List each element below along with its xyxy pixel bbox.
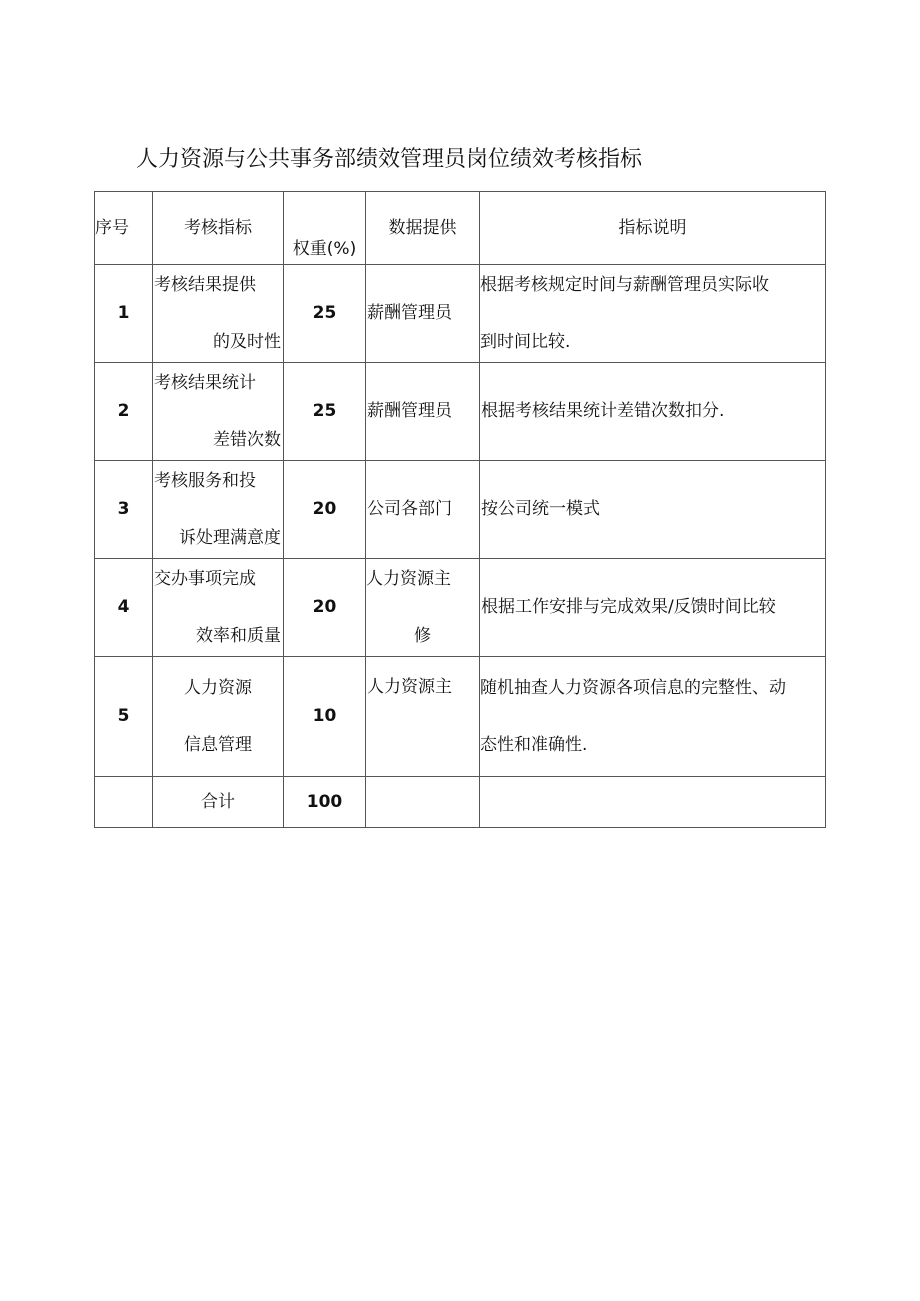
header-weight: 权重(%) [284, 192, 366, 265]
table-row [95, 657, 826, 777]
row-description [480, 363, 826, 461]
indicator-line: 信息管理 [184, 734, 252, 755]
description-line: 按公司统一模式 [481, 499, 600, 519]
row-weight: 25 [284, 363, 366, 461]
header-source: 数据提供 [366, 192, 480, 265]
row-indicator [153, 461, 284, 559]
source-line: 薪酬管理员 [367, 401, 452, 421]
row-weight: 20 [284, 559, 366, 657]
description-line: 态性和准确性. [480, 734, 588, 755]
indicator-line: 考核服务和投 [154, 470, 256, 491]
indicator-line: 人力资源 [184, 677, 252, 698]
row-seq: 1 [95, 265, 153, 363]
total-description-empty [480, 777, 826, 828]
row-source [366, 657, 480, 777]
table-row [95, 265, 826, 363]
total-source-empty [366, 777, 480, 828]
source-line: 人力资源主 [367, 677, 452, 697]
row-indicator [153, 657, 284, 777]
row-source [366, 363, 480, 461]
source-line: 薪酬管理员 [367, 303, 452, 323]
indicator-line: 交办事项完成 [154, 568, 256, 589]
total-seq-empty [95, 777, 153, 828]
page-title: 人力资源与公共事务部绩效管理员岗位绩效考核指标 [136, 147, 643, 172]
header-seq: 序号 [95, 192, 153, 265]
header-description: 指标说明 [480, 192, 826, 265]
table-total-row [95, 777, 826, 828]
indicator-line: 考核结果统计 [154, 372, 256, 393]
row-source [366, 559, 480, 657]
table-row [95, 559, 826, 657]
source-line: 人力资源主 [366, 568, 451, 589]
table-header-row [95, 192, 826, 265]
indicator-line: 的及时性 [213, 331, 281, 352]
row-seq: 3 [95, 461, 153, 559]
description-line: 根据考核规定时间与薪酬管理员实际收 [480, 274, 769, 295]
row-weight: 10 [284, 657, 366, 777]
kpi-table [94, 191, 826, 828]
row-source [366, 265, 480, 363]
row-indicator [153, 363, 284, 461]
description-line: 到时间比较. [480, 331, 571, 352]
description-line: 根据工作安排与完成效果/反馈时间比较 [481, 597, 776, 617]
indicator-line: 考核结果提供 [154, 274, 256, 295]
indicator-line: 差错次数 [213, 429, 281, 450]
row-seq: 2 [95, 363, 153, 461]
description-line: 根据考核结果统计差错次数扣分. [481, 401, 725, 421]
indicator-line: 效率和质量 [196, 625, 281, 646]
row-seq: 4 [95, 559, 153, 657]
table-row [95, 363, 826, 461]
indicator-line: 诉处理满意度 [179, 527, 281, 548]
header-indicator: 考核指标 [153, 192, 284, 265]
row-description [480, 559, 826, 657]
source-line: 修 [414, 625, 431, 646]
source-line: 公司各部门 [367, 499, 452, 519]
row-description [480, 657, 826, 777]
description-line: 随机抽查人力资源各项信息的完整性、动 [480, 677, 786, 698]
row-weight: 25 [284, 265, 366, 363]
row-description [480, 265, 826, 363]
row-weight: 20 [284, 461, 366, 559]
row-seq: 5 [95, 657, 153, 777]
total-weight: 100 [284, 777, 366, 828]
table-row [95, 461, 826, 559]
row-source [366, 461, 480, 559]
row-indicator [153, 559, 284, 657]
row-description [480, 461, 826, 559]
row-indicator [153, 265, 284, 363]
total-label: 合计 [153, 777, 284, 828]
